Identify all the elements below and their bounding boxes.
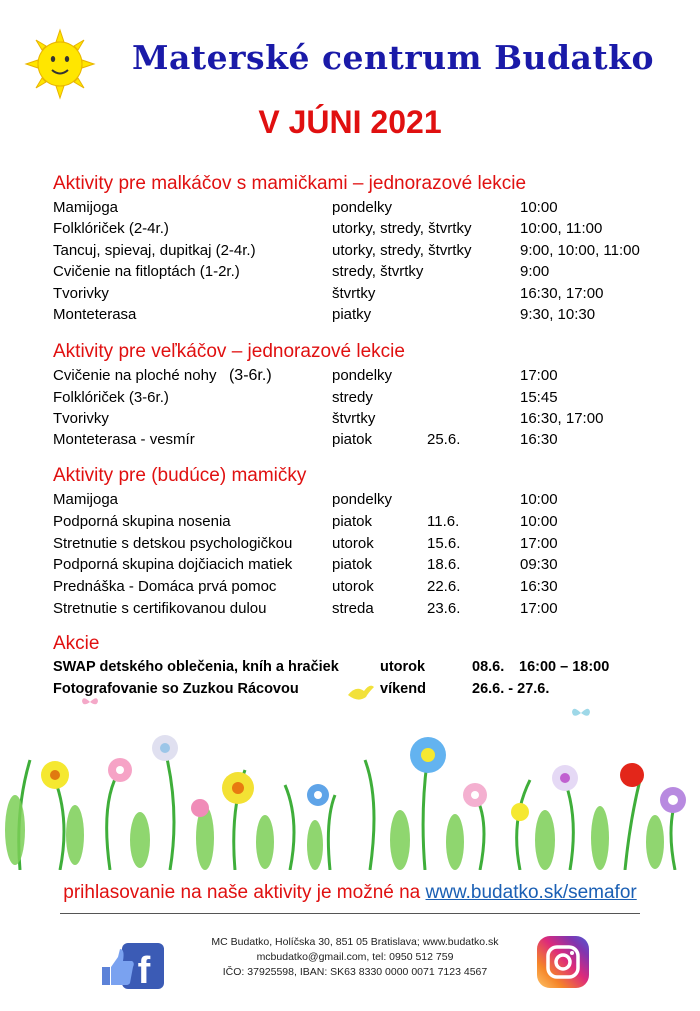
- facebook-like-icon[interactable]: [100, 943, 164, 989]
- activity-name: Monteterasa - vesmír: [53, 431, 195, 448]
- activity-name: Monteterasa: [53, 306, 137, 323]
- activity-day: piatok: [332, 431, 373, 448]
- activity-day: piatok: [332, 556, 373, 573]
- activity-name: Folklóriček (2-4r.): [53, 220, 169, 237]
- section-title-akcie: Akcie: [53, 633, 100, 654]
- activity-name: Stretnutie s certifikovanou dulou: [53, 600, 267, 617]
- event-name: SWAP detského oblečenia, kníh a hračiek: [53, 659, 339, 675]
- activity-day: streda: [332, 600, 374, 617]
- flower-meadow-illustration: [0, 700, 700, 870]
- event-day: víkend: [380, 681, 426, 697]
- list-item: [0, 410, 700, 431]
- list-item: [0, 285, 700, 306]
- activity-day: piatok: [332, 513, 373, 530]
- activity-date: 25.6.: [427, 431, 461, 448]
- activity-day: utorok: [332, 535, 374, 552]
- activity-day: pondelky: [332, 367, 393, 384]
- section-title-velkaci: Aktivity pre veľkáčov – jednorazové lekcie: [53, 341, 405, 362]
- activity-date: 22.6.: [427, 578, 461, 595]
- activity-name: [53, 367, 272, 385]
- signup-link[interactable]: www.budatko.sk/semafor: [425, 882, 637, 903]
- activity-name: Stretnutie s detskou psychologičkou: [53, 535, 293, 552]
- activity-day: piatky: [332, 306, 372, 323]
- activity-age: (3-6r.): [228, 367, 272, 384]
- activity-day: utorky, stredy, štvrtky: [332, 242, 472, 259]
- list-item: [0, 556, 700, 577]
- activity-time: 09:30: [520, 556, 558, 573]
- event-day: utorok: [380, 659, 426, 675]
- list-item: [0, 535, 700, 556]
- list-item: [0, 263, 700, 284]
- event-time: 16:00 – 18:00: [519, 659, 610, 675]
- contact-footer: [180, 935, 530, 980]
- activity-time: 16:30: [520, 578, 558, 595]
- divider: [60, 913, 640, 914]
- signup-note: [0, 882, 700, 904]
- activity-time: 10:00: [520, 199, 558, 216]
- activity-time: 10:00: [520, 491, 558, 508]
- activity-name: Prednáška - Domáca prvá pomoc: [53, 578, 277, 595]
- activity-name: Tancuj, spievaj, dupitkaj (2-4r.): [53, 242, 256, 259]
- activity-time: 10:00, 11:00: [520, 220, 603, 237]
- event-date: 26.6. - 27.6.: [472, 681, 550, 697]
- activity-time: 10:00: [520, 513, 558, 530]
- list-item: [0, 578, 700, 599]
- activity-name: Mamijoga: [53, 199, 119, 216]
- activity-date: 15.6.: [427, 535, 461, 552]
- activity-day: pondelky: [332, 199, 393, 216]
- page-title: Materské centrum Budatko: [132, 38, 655, 77]
- activity-day: pondelky: [332, 491, 393, 508]
- activity-name: Folklóriček (3-6r.): [53, 389, 169, 406]
- list-item: [0, 389, 700, 410]
- event-date: 08.6.: [472, 659, 505, 675]
- list-item: [0, 220, 700, 241]
- activity-day: štvrtky: [332, 285, 376, 302]
- signup-text: prihlasovanie na naše aktivity je možné na: [63, 882, 426, 903]
- activity-time: 9:00, 10:00, 11:00: [520, 242, 640, 259]
- instagram-icon[interactable]: [537, 936, 589, 988]
- list-item: [0, 513, 700, 534]
- section-title-mamicky: Aktivity pre (budúce) mamičky: [53, 465, 307, 486]
- list-item: [0, 491, 700, 512]
- event-name: Fotografovanie so Zuzkou Rácovou: [53, 681, 299, 697]
- list-item: [0, 431, 700, 452]
- activity-time: 16:30, 17:00: [520, 285, 604, 302]
- activity-date: 23.6.: [427, 600, 461, 617]
- list-item: [0, 242, 700, 263]
- section-title-malkaci: Aktivity pre malkáčov s mamičkami – jednorazové lekcie: [53, 173, 527, 194]
- activity-date: 11.6.: [427, 513, 460, 530]
- activity-time: 17:00: [520, 367, 558, 384]
- activity-time: 16:30: [520, 431, 558, 448]
- activity-day: utorok: [332, 578, 374, 595]
- activity-name: Tvorivky: [53, 285, 109, 302]
- event-item: [0, 659, 700, 681]
- activity-name: Tvorivky: [53, 410, 109, 427]
- footer-contact: mcbudatko@gmail.com, tel: 0950 512 759: [256, 951, 454, 963]
- svg-text:f: f: [137, 950, 151, 989]
- activity-time: 9:30, 10:30: [520, 306, 596, 323]
- activity-name-text: Cvičenie na ploché nohy: [53, 367, 217, 384]
- activity-day: utorky, stredy, štvrtky: [332, 220, 472, 237]
- page-subtitle: V JÚNI 2021: [258, 104, 442, 140]
- activity-name: Podporná skupina dojčiacich matiek: [53, 556, 293, 573]
- activity-name: Podporná skupina nosenia: [53, 513, 231, 530]
- footer-address: MC Budatko, Holíčska 30, 851 05 Bratislava; www.budatko.sk: [211, 936, 499, 948]
- activity-name: Cvičenie na fitloptách (1-2r.): [53, 263, 240, 280]
- activity-time: 9:00: [520, 263, 550, 280]
- activity-time: 17:00: [520, 535, 558, 552]
- activity-date: 18.6.: [427, 556, 461, 573]
- footer-ids: IČO: 37925598, IBAN: SK63 8330 0000 0071 7123 4567: [222, 966, 488, 978]
- activity-name: Mamijoga: [53, 491, 119, 508]
- list-item: [0, 367, 700, 388]
- list-item: [0, 306, 700, 327]
- activity-day: stredy: [332, 389, 373, 406]
- activity-time: 15:45: [520, 389, 558, 406]
- sun-icon: [24, 28, 96, 100]
- activity-day: štvrtky: [332, 410, 376, 427]
- activity-day: stredy, štvrtky: [332, 263, 424, 280]
- activity-time: 17:00: [520, 600, 558, 617]
- list-item: [0, 199, 700, 220]
- list-item: [0, 600, 700, 621]
- instagram-glyph: [537, 936, 589, 988]
- activity-time: 16:30, 17:00: [520, 410, 604, 427]
